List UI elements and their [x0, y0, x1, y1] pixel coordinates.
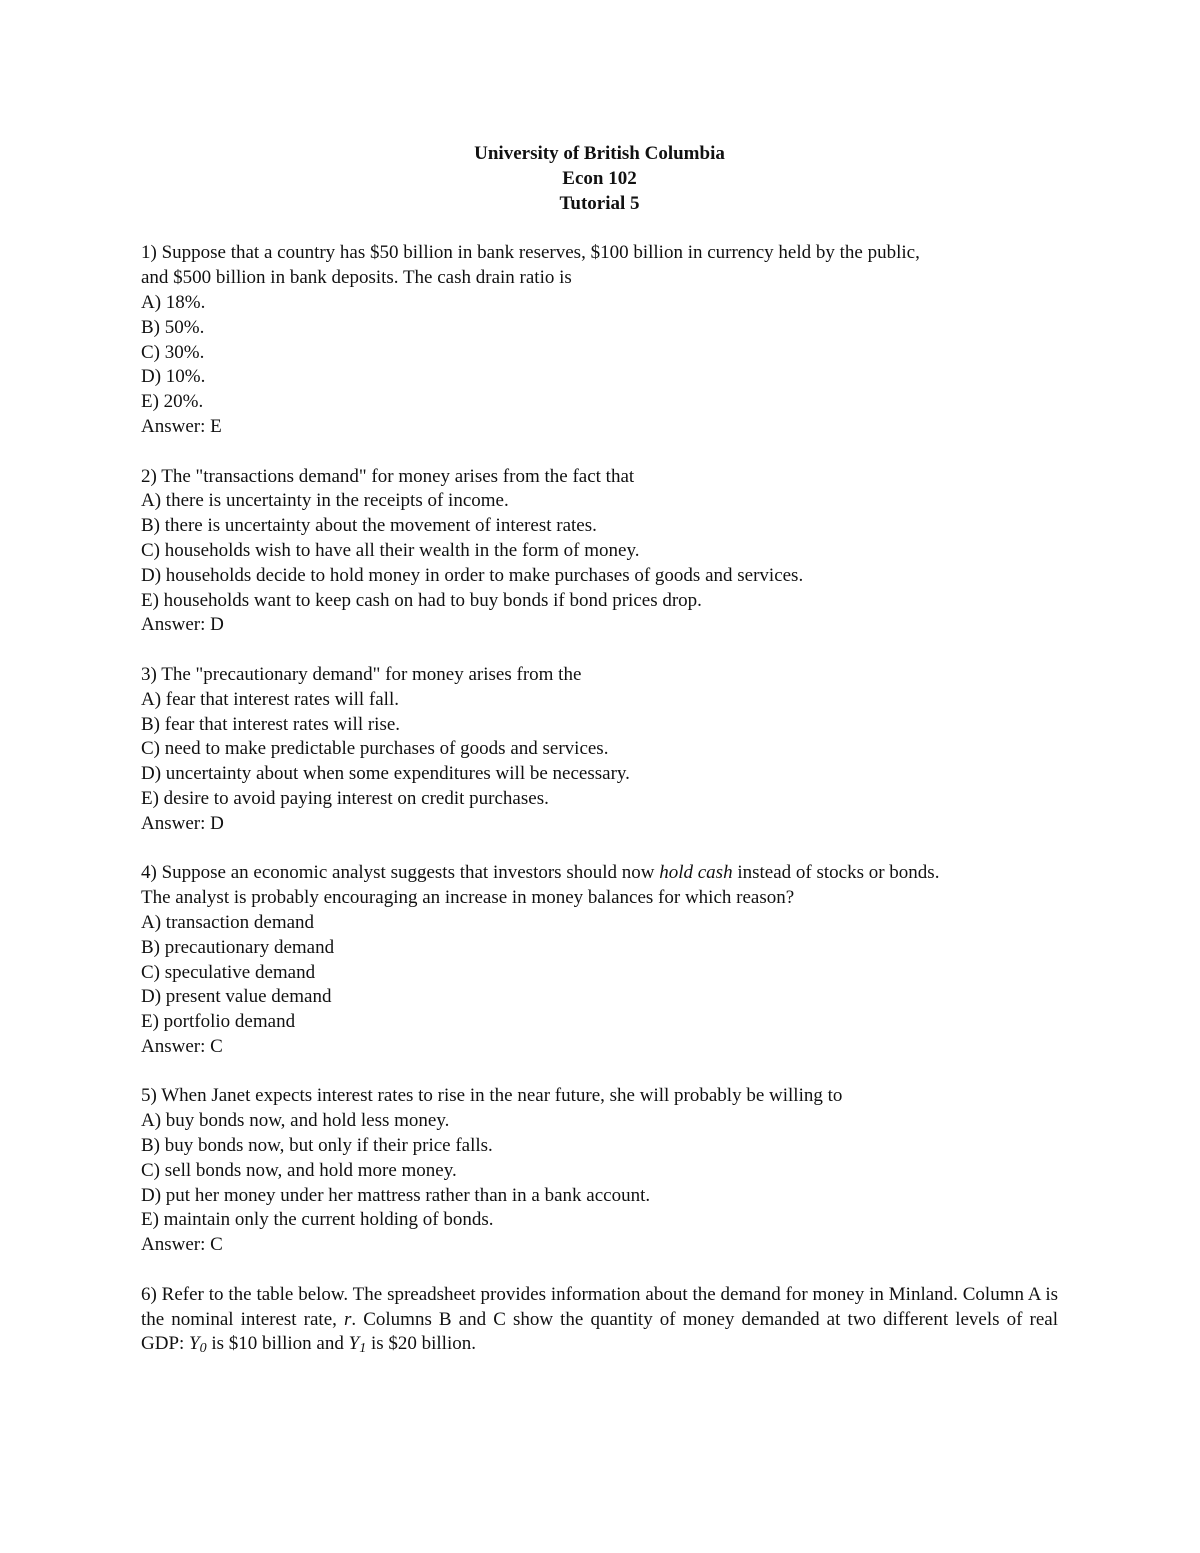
option-e: E) desire to avoid paying interest on credit purchases. [141, 787, 549, 809]
option-a: A) transaction demand [141, 911, 315, 933]
option-c: C) sell bonds now, and hold more money. [141, 1159, 457, 1181]
option-d: D) 10%. [141, 366, 206, 388]
option-b: B) buy bonds now, but only if their price falls. [141, 1135, 493, 1157]
question-4 [141, 861, 1058, 1059]
gdp-subscript: 0 [199, 1341, 207, 1357]
option-b: B) fear that interest rates will rise. [141, 713, 401, 735]
answer: Answer: D [141, 614, 224, 636]
question-1 [141, 241, 1058, 439]
option-c: C) need to make predictable purchases of goods and services. [141, 738, 609, 760]
stem-text: instead of stocks or bonds. [732, 862, 940, 884]
option-a: A) 18%. [141, 291, 206, 313]
emphasized-text: hold cash [659, 862, 733, 884]
option-b: B) precautionary demand [141, 936, 335, 958]
university-title: University of British Columbia [474, 143, 725, 164]
option-a: A) there is uncertainty in the receipts of income. [141, 490, 509, 512]
stem-text: is $10 billion and [206, 1333, 349, 1355]
question-stem: 5) When Janet expects interest rates to rise in the near future, she will probably be willing to [141, 1085, 843, 1107]
option-a: A) fear that interest rates will fall. [141, 688, 399, 710]
option-d: D) households decide to hold money in order to make purchases of goods and services. [141, 564, 804, 586]
gdp-subscript: 1 [359, 1341, 367, 1357]
option-e: E) maintain only the current holding of bonds. [141, 1209, 494, 1231]
option-e: E) portfolio demand [141, 1011, 296, 1033]
answer: Answer: C [141, 1234, 223, 1256]
question-2 [141, 465, 1058, 639]
document-header [141, 142, 1058, 216]
answer: Answer: C [141, 1035, 223, 1057]
option-d: D) present value demand [141, 986, 332, 1008]
stem-text: 6) Refer to the table below. The spreadsheet provides information about the demand for money in Minland. Column A is the nominal interest rate, [141, 1283, 1058, 1330]
option-c: C) households wish to have all their wealth in the form of money. [141, 539, 640, 561]
gdp-symbol: Y [189, 1333, 200, 1355]
question-5 [141, 1084, 1058, 1258]
option-e: E) households want to keep cash on had to buy bonds if bond prices drop. [141, 589, 702, 611]
stem-text: 4) Suppose an economic analyst suggests that investors should now [141, 862, 660, 884]
stem-text: . Columns B and C show the quantity of money demanded at two different levels of real GDP: [141, 1308, 1058, 1355]
question-stem: and $500 billion in bank deposits. The cash drain ratio is [141, 267, 572, 289]
option-c: C) speculative demand [141, 961, 316, 983]
question-6 [141, 1283, 1058, 1362]
option-b: B) there is uncertainty about the movement of interest rates. [141, 515, 597, 537]
question-stem [141, 861, 1058, 886]
course-title: Econ 102 [562, 167, 637, 189]
stem-text: is $20 billion. [366, 1333, 476, 1355]
question-stem: 3) The "precautionary demand" for money arises from the [141, 663, 582, 685]
tutorial-title: Tutorial 5 [559, 192, 640, 214]
question-3 [141, 663, 1058, 837]
question-stem: The analyst is probably encouraging an increase in money balances for which reason? [141, 887, 795, 909]
question-stem: 1) Suppose that a country has $50 billion in bank reserves, $100 billion in currency held by the public, [141, 242, 920, 264]
option-d: D) put her money under her mattress rather than in a bank account. [141, 1184, 651, 1206]
gdp-symbol: Y [348, 1333, 360, 1355]
question-stem: 2) The "transactions demand" for money arises from the fact that [141, 465, 635, 487]
option-d: D) uncertainty about when some expenditures will be necessary. [141, 763, 630, 785]
document-page [141, 142, 1058, 1387]
answer: Answer: E [141, 415, 222, 437]
option-e: E) 20%. [141, 391, 204, 413]
option-b: B) 50%. [141, 316, 205, 338]
interest-rate-symbol: r [343, 1308, 352, 1330]
option-a: A) buy bonds now, and hold less money. [141, 1110, 450, 1132]
option-c: C) 30%. [141, 341, 205, 363]
answer: Answer: D [141, 812, 224, 834]
